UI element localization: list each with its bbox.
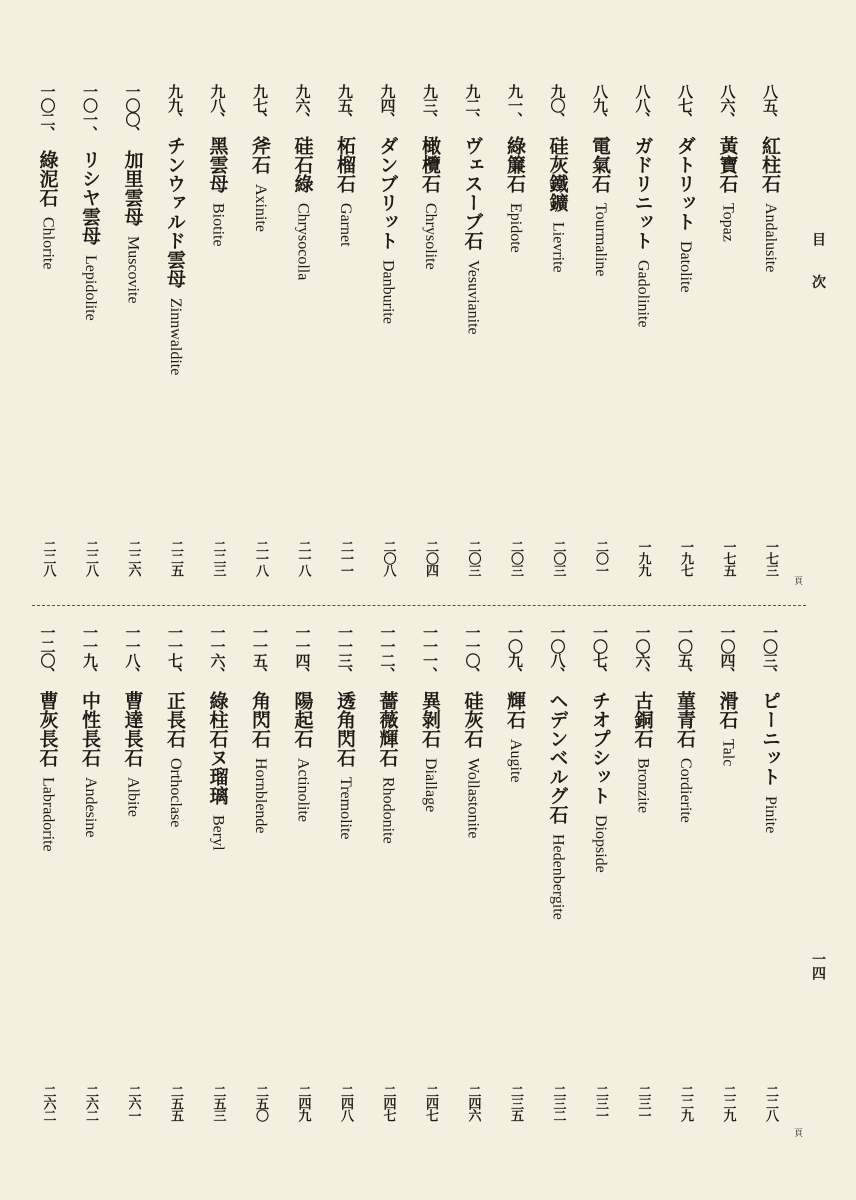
entry-english-name: Topaz [719, 203, 737, 242]
entry-page-number: 二四七 [423, 1085, 438, 1121]
entry-number: 一一七、 [166, 625, 184, 681]
toc-entry [32, 84, 62, 269]
entry-japanese-name: 電氣石 [589, 136, 611, 193]
entry-english-name: Lievrite [549, 222, 567, 273]
entry-english-name: Diopside [592, 815, 609, 873]
entry-english-name: Orthoclase [167, 758, 184, 828]
entry-japanese-name: 輝石 [504, 691, 526, 729]
page-number: 一四 [810, 952, 826, 980]
entry-number: 八五、 [761, 84, 779, 126]
entry-japanese-name: 曹達長石 [121, 691, 144, 767]
toc-entry [669, 625, 699, 823]
entry-page-number: 一九九 [635, 540, 651, 576]
toc-entry [372, 84, 402, 324]
entry-japanese-name: 黑雲母 [206, 136, 229, 193]
entry-page-number: 二〇四 [423, 540, 438, 576]
toc-entry [117, 625, 147, 817]
entry-number: 九五、 [336, 84, 354, 126]
entry-japanese-name: 薔薇輝石 [376, 691, 399, 767]
toc-entry [329, 625, 359, 840]
entry-page-number: 二四七 [380, 1085, 396, 1121]
entry-page-number: 二五五 [168, 1085, 183, 1121]
entry-japanese-name: リシヤ雲母 [79, 150, 101, 245]
entry-english-name: Andesine [82, 777, 99, 838]
entry-japanese-name: 陽起石 [291, 691, 314, 748]
entry-page-number: 二三五 [508, 1085, 523, 1121]
entry-page-number: 二三一 [635, 1085, 651, 1121]
entry-japanese-name: 硅灰石 [461, 691, 484, 748]
toc-entry [754, 84, 784, 272]
entry-number: 九三、 [421, 84, 439, 126]
entry-page-number: 一七三 [763, 540, 778, 576]
toc-entry [287, 84, 317, 280]
entry-japanese-name: 硅石綠 [291, 136, 314, 193]
entry-english-name: Actinolite [294, 758, 312, 822]
entry-number: 一〇四、 [718, 625, 737, 681]
toc-entry [244, 84, 274, 232]
entry-number: 一〇一、 [81, 84, 99, 140]
toc-entry [287, 625, 317, 822]
entry-page-number: 二二五 [168, 540, 183, 576]
entry-japanese-name: 正長石 [164, 691, 186, 748]
toc-entry [159, 84, 189, 375]
entry-english-name: Beryl [209, 815, 227, 851]
toc-entry [74, 84, 104, 321]
entry-number: 九二、 [463, 84, 482, 126]
entry-number: 一〇五、 [676, 625, 694, 681]
entry-japanese-name: 橄欖石 [419, 136, 441, 193]
entry-japanese-name: 綠柱石ヌ瑠璃 [206, 691, 229, 805]
entry-japanese-name: 加里雲母 [121, 150, 144, 226]
entry-japanese-name: ヴェスーブ石 [461, 136, 484, 250]
entry-page-number: 二一八 [295, 540, 311, 576]
entry-english-name: Rhodonite [379, 777, 397, 844]
entry-english-name: Datolite [677, 241, 694, 293]
entry-number: 一一五、 [251, 625, 269, 681]
toc-entry [669, 84, 699, 293]
entry-number: 一〇六、 [633, 625, 652, 681]
entry-page-number: 二二九 [678, 1085, 693, 1121]
entry-english-name: Andalusite [762, 203, 779, 273]
toc-entry [372, 625, 402, 844]
entry-number: 一〇八、 [548, 625, 567, 681]
entry-japanese-name: 角閃石 [249, 691, 271, 748]
entry-page-number: 一七五 [720, 540, 736, 576]
entry-english-name: Muscovite [124, 236, 142, 304]
entry-english-name: Augite [507, 739, 524, 783]
entry-japanese-name: 紅柱石 [759, 136, 781, 193]
entry-page-number: 二二八 [763, 1085, 778, 1121]
entry-number: 一一三、 [336, 625, 354, 681]
toc-entry [499, 84, 529, 253]
page-marker-bottom: 頁 [792, 1128, 802, 1137]
entry-page-number: 二六二 [40, 1085, 56, 1121]
entry-page-number: 二三一 [593, 1085, 608, 1121]
toc-entry [542, 625, 572, 920]
entry-english-name: Chrysolite [422, 203, 439, 270]
entry-japanese-name: チンウァルド雲母 [164, 136, 186, 288]
entry-japanese-name: 斧石 [249, 136, 271, 174]
entry-number: 九九、 [166, 84, 184, 126]
toc-entry [627, 84, 657, 328]
entry-english-name: Albite [124, 777, 142, 817]
entry-english-name: Bronzite [634, 758, 652, 814]
entry-page-number: 二〇八 [380, 540, 396, 576]
entry-number: 一一六、 [208, 625, 227, 681]
entry-japanese-name: 古銅石 [631, 691, 654, 748]
section-divider [32, 605, 806, 606]
toc-entry [414, 625, 444, 812]
entry-page-number: 二一一 [338, 540, 353, 576]
entry-page-number: 二四九 [295, 1085, 311, 1121]
entry-page-number: 二〇三 [465, 540, 481, 576]
entry-english-name: Diallage [422, 758, 439, 813]
entry-page-number: 二二八 [83, 540, 98, 576]
entry-page-number: 二四六 [465, 1085, 481, 1121]
entry-page-number: 二〇三 [550, 540, 566, 576]
entry-page-number: 二〇三 [508, 540, 523, 576]
toc-entry [712, 84, 742, 242]
entry-english-name: Hornblende [252, 758, 269, 834]
entry-page-number: 二一八 [253, 540, 268, 576]
entry-japanese-name: 硅灰鐵鑛 [546, 136, 569, 212]
entry-page-number: 二五三 [210, 1085, 226, 1121]
entry-english-name: Lepidolite [82, 255, 99, 321]
entry-number: 九〇、 [548, 84, 567, 126]
entry-number: 八九、 [591, 84, 609, 126]
entry-english-name: Hedenbergite [549, 834, 567, 920]
entry-page-number: 二六一 [125, 1085, 141, 1121]
entry-japanese-name: ガドリニット [631, 136, 654, 250]
entry-page-number: 一九七 [678, 540, 693, 576]
entry-english-name: Labradorite [39, 777, 57, 852]
toc-entry [627, 625, 657, 813]
entry-japanese-name: 透角閃石 [334, 691, 356, 767]
entry-number: 八七、 [676, 84, 694, 126]
entry-japanese-name: ヘデンベルグ石 [546, 691, 569, 824]
toc-entry [457, 84, 487, 335]
toc-entry [32, 625, 62, 852]
toc-entry [74, 625, 104, 837]
entry-english-name: Zinnwaldite [167, 298, 184, 376]
entry-english-name: Garnet [337, 203, 354, 247]
entry-number: 一〇〇、 [123, 84, 142, 140]
entry-english-name: Chlorite [39, 217, 57, 270]
entry-page-number: 二四八 [338, 1085, 353, 1121]
entry-english-name: Talc [719, 739, 737, 767]
entry-japanese-name: チオプシット [589, 691, 611, 805]
entry-japanese-name: 滑石 [716, 691, 739, 729]
page-marker-top: 頁 [792, 576, 802, 585]
entry-page-number: 二二三 [210, 540, 226, 576]
entry-number: 九七、 [251, 84, 269, 126]
entry-number: 九六、 [293, 84, 312, 126]
entry-number: 八八、 [633, 84, 652, 126]
entry-japanese-name: 柘榴石 [334, 136, 356, 193]
entry-number: 一二〇、 [38, 625, 57, 681]
entry-english-name: Cordierite [677, 758, 694, 823]
entry-english-name: Wollastonite [464, 758, 482, 839]
toc-entry [414, 84, 444, 270]
entry-number: 一一〇、 [463, 625, 482, 681]
entry-japanese-name: 菫青石 [674, 691, 696, 748]
entry-number: 九八、 [208, 84, 227, 126]
entry-number: 一一八、 [123, 625, 142, 681]
toc-entry [499, 625, 529, 783]
toc-entry [542, 84, 572, 273]
entry-number: 一〇七、 [591, 625, 609, 681]
entry-number: 一〇九、 [506, 625, 524, 681]
entry-english-name: Epidote [507, 203, 524, 253]
toc-entry [202, 84, 232, 247]
toc-entry [244, 625, 274, 834]
entry-number: 一一二、 [378, 625, 397, 681]
entry-page-number: 二二八 [40, 540, 56, 576]
toc-entry [754, 625, 784, 833]
entry-page-number: 二六二 [83, 1085, 98, 1121]
toc-entry [584, 625, 614, 873]
entry-english-name: Biotite [209, 203, 227, 247]
entry-number: 一一四、 [293, 625, 312, 681]
entry-japanese-name: 曹灰長石 [36, 691, 59, 767]
toc-entry [457, 625, 487, 838]
entry-japanese-name: 綠泥石 [36, 150, 59, 207]
toc-entry [202, 625, 232, 851]
entry-japanese-name: ピーニット [759, 691, 781, 786]
entry-number: 一一九、 [81, 625, 99, 681]
entry-english-name: Danburite [379, 260, 397, 324]
entry-english-name: Gadolinite [634, 260, 652, 328]
entry-japanese-name: 異剝石 [419, 691, 441, 748]
entry-number: 一〇三、 [761, 625, 779, 681]
toc-entry [117, 84, 147, 304]
entry-english-name: Axinite [252, 184, 269, 232]
entry-japanese-name: 綠簾石 [504, 136, 526, 193]
entry-english-name: Chrysocolla [294, 203, 312, 281]
entry-page-number: 二〇一 [593, 540, 608, 576]
entry-japanese-name: 中性長石 [79, 691, 101, 767]
toc-entry [584, 84, 614, 277]
entry-english-name: Tourmaline [592, 203, 609, 277]
entry-number: 八六、 [718, 84, 737, 126]
toc-entry [712, 625, 742, 766]
entry-english-name: Pinite [762, 796, 779, 834]
entry-japanese-name: ダンブリット [376, 136, 399, 250]
entry-page-number: 二二六 [125, 540, 141, 576]
entry-english-name: Tremolite [337, 777, 354, 840]
entry-number: 一一一、 [421, 625, 439, 681]
entry-number: 九一、 [506, 84, 524, 126]
toc-entry [159, 625, 189, 827]
entry-page-number: 二二九 [720, 1085, 736, 1121]
entry-number: 一〇二、 [38, 84, 57, 140]
entry-number: 九四、 [378, 84, 397, 126]
page-header: 目 次 [810, 232, 826, 301]
entry-page-number: 二三二 [550, 1085, 566, 1121]
entry-japanese-name: 黃寶石 [716, 136, 739, 193]
entry-japanese-name: ダトリット [674, 136, 696, 231]
toc-entry [329, 84, 359, 247]
entry-english-name: Vesuvianite [464, 260, 482, 335]
entry-page-number: 二五〇 [253, 1085, 268, 1121]
